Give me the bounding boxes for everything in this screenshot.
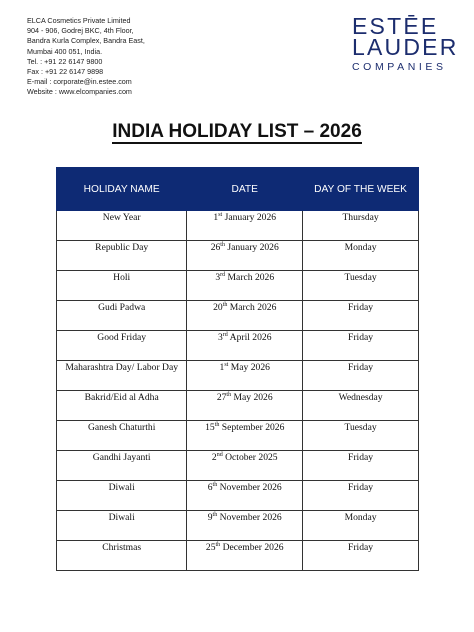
date-ordinal-suffix: th: [215, 541, 221, 548]
date-day-number: 25: [205, 542, 216, 553]
table-row: [57, 361, 419, 391]
date-month-year: November 2026: [219, 482, 282, 493]
holiday-name-cell: Gandhi Jayanti: [57, 451, 187, 481]
holiday-name-cell: Christmas: [57, 541, 187, 571]
website: Website : www.elcompanies.com: [27, 87, 132, 97]
date-cell: [187, 421, 303, 451]
date-ordinal-suffix: th: [226, 391, 232, 398]
table-row: [57, 301, 419, 331]
date-cell: [187, 451, 303, 481]
date-cell: [187, 211, 303, 241]
date-day-number: 9: [207, 512, 213, 523]
date-month-year: January 2026: [227, 242, 279, 253]
date-ordinal-suffix: st: [218, 211, 223, 218]
header-date: DATE: [187, 168, 303, 211]
holiday-name-cell: Good Friday: [57, 331, 187, 361]
date-month-year: October 2025: [225, 452, 278, 463]
date-month-year: April 2026: [229, 332, 272, 343]
date-day-number: 2: [211, 452, 217, 463]
weekday-cell: Tuesday: [303, 421, 419, 451]
date-cell: [187, 481, 303, 511]
date-month-year: December 2026: [222, 542, 284, 553]
estee-lauder-logo: [352, 13, 459, 74]
table-row: [57, 421, 419, 451]
date-day-number: 27: [216, 392, 227, 403]
date-ordinal-suffix: th: [222, 301, 228, 308]
holiday-name-cell: Republic Day: [57, 241, 187, 271]
logo-line-1: ESTĒE: [352, 13, 439, 39]
email: E-mail : corporate@in.estee.com: [27, 77, 132, 87]
weekday-cell: Wednesday: [303, 391, 419, 421]
company-address-block: [27, 16, 145, 98]
header-day-of-week: DAY OF THE WEEK: [303, 168, 419, 211]
holiday-name-cell: Holi: [57, 271, 187, 301]
holiday-name-cell: Gudi Padwa: [57, 301, 187, 331]
date-month-year: March 2026: [229, 302, 277, 313]
weekday-cell: Tuesday: [303, 271, 419, 301]
telephone: Tel. : +91 22 6147 9800: [27, 56, 103, 66]
weekday-cell: Monday: [303, 241, 419, 271]
date-day-number: 3: [215, 272, 221, 283]
date-cell: [187, 511, 303, 541]
date-cell: [187, 361, 303, 391]
date-cell: [187, 331, 303, 361]
date-month-year: May 2026: [233, 392, 273, 403]
table-header-row: [57, 168, 419, 211]
weekday-cell: Friday: [303, 541, 419, 571]
page-title-text: INDIA HOLIDAY LIST – 2026: [112, 121, 362, 142]
holiday-table: [56, 167, 419, 571]
page-title: [0, 121, 474, 143]
date-day-number: 1: [219, 362, 225, 373]
date-ordinal-suffix: nd: [216, 451, 223, 458]
weekday-cell: Monday: [303, 511, 419, 541]
date-day-number: 26: [210, 242, 221, 253]
holiday-name-cell: Diwali: [57, 511, 187, 541]
date-ordinal-suffix: th: [212, 511, 218, 518]
weekday-cell: Friday: [303, 361, 419, 391]
date-cell: [187, 391, 303, 421]
date-month-year: November 2026: [219, 512, 282, 523]
date-ordinal-suffix: th: [214, 421, 220, 428]
date-cell: [187, 301, 303, 331]
logo-line-3: COMPANIES: [352, 61, 447, 73]
table-row: [57, 211, 419, 241]
address-line: Mumbai 400 051, India.: [27, 46, 103, 56]
date-cell: [187, 271, 303, 301]
date-cell: [187, 541, 303, 571]
date-month-year: March 2026: [227, 272, 275, 283]
weekday-cell: Friday: [303, 331, 419, 361]
date-ordinal-suffix: th: [220, 241, 225, 248]
date-day-number: 3: [217, 332, 223, 343]
holiday-name-cell: New Year: [57, 211, 187, 241]
weekday-cell: Friday: [303, 481, 419, 511]
table-row: [57, 241, 419, 271]
date-day-number: 20: [213, 302, 223, 313]
weekday-cell: Friday: [303, 451, 419, 481]
company-name: ELCA Cosmetics Private Limited: [27, 16, 131, 25]
date-ordinal-suffix: rd: [222, 331, 228, 338]
table-row: [57, 481, 419, 511]
date-day-number: 6: [207, 482, 213, 493]
table-row: [57, 331, 419, 361]
date-month-year: September 2026: [221, 422, 285, 433]
date-day-number: 15: [205, 422, 215, 433]
address-line: Bandra Kurla Complex, Bandra East,: [27, 36, 145, 46]
header-holiday-name: HOLIDAY NAME: [57, 168, 187, 211]
weekday-cell: Thursday: [303, 211, 419, 241]
table-row: [57, 271, 419, 301]
table-row: [57, 391, 419, 421]
date-month-year: January 2026: [224, 212, 277, 223]
address-line: 904 - 906, Godrej BKC, 4th Floor,: [27, 26, 134, 36]
date-ordinal-suffix: rd: [220, 271, 226, 278]
table-row: [57, 541, 419, 571]
date-ordinal-suffix: st: [224, 361, 229, 368]
holiday-name-cell: Ganesh Chaturthi: [57, 421, 187, 451]
holiday-name-cell: Bakrid/Eid al Adha: [57, 391, 187, 421]
table-row: [57, 511, 419, 541]
holiday-name-cell: Diwali: [57, 481, 187, 511]
holiday-name-cell: Maharashtra Day/ Labor Day: [57, 361, 187, 391]
table-row: [57, 451, 419, 481]
date-cell: [187, 241, 303, 271]
date-day-number: 1: [213, 212, 219, 223]
weekday-cell: Friday: [303, 301, 419, 331]
logo-line-2: LAUDER: [352, 34, 459, 60]
date-month-year: May 2026: [230, 362, 270, 373]
fax: Fax : +91 22 6147 9898: [27, 67, 104, 77]
date-ordinal-suffix: th: [212, 481, 218, 488]
